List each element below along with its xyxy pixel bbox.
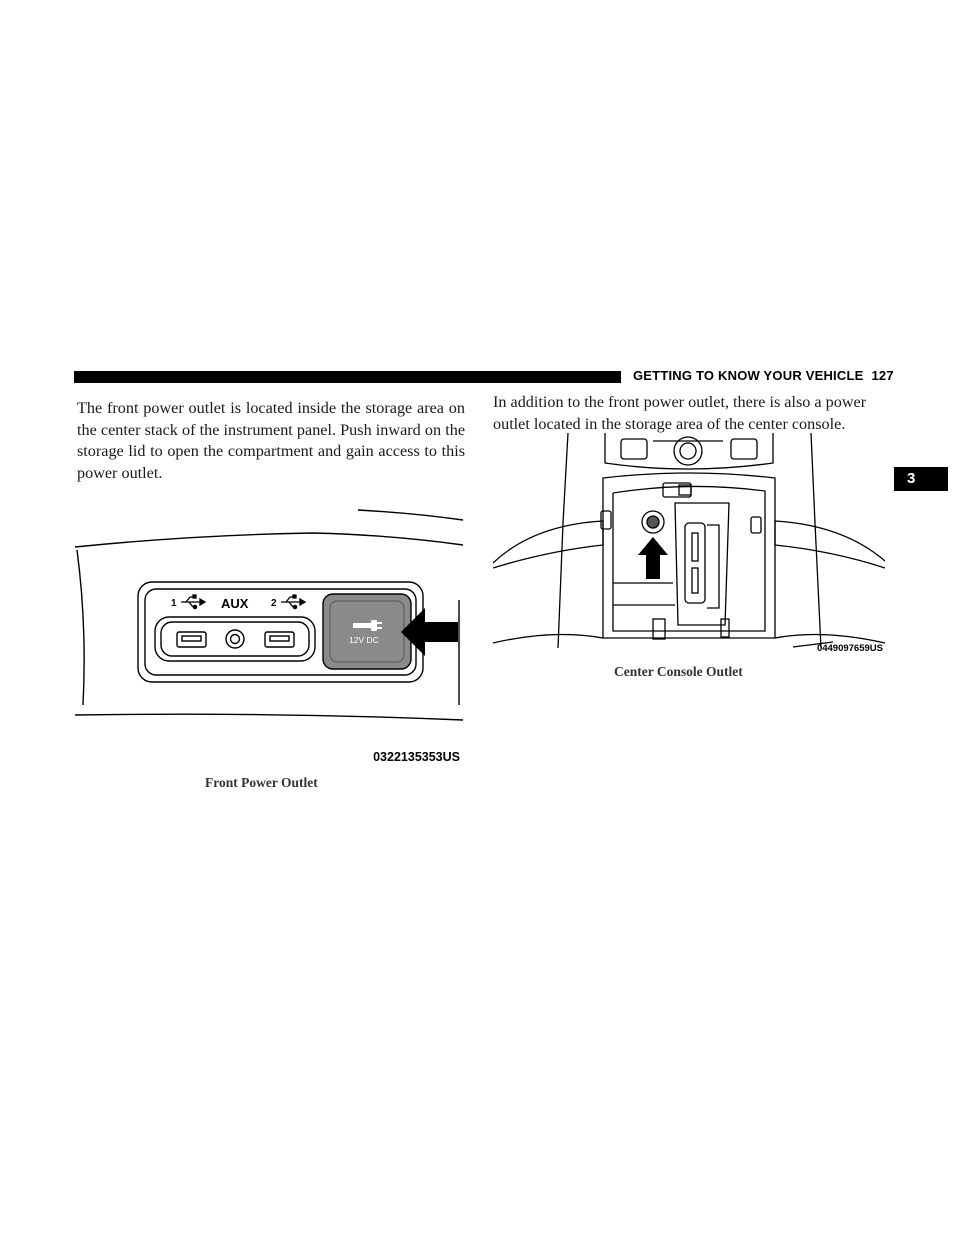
front-power-outlet-figure [73,505,468,767]
console-figure-code: 0449097659US [816,643,883,654]
center-console-illustration [493,433,885,655]
front-figure-caption: Front Power Outlet [205,775,318,790]
section-title: GETTING TO KNOW YOUR VEHICLE [633,368,864,383]
center-console-outlet-figure [493,433,885,655]
arrow-icon [638,537,668,579]
front-figure-code: 0322135353US [373,750,460,764]
running-header [633,366,894,386]
chapter-tab[interactable]: 3 [894,467,948,491]
dc-label: 12V DC [349,635,379,645]
usb-port-1-label: 1 [171,598,177,609]
front-outlet-paragraph: The front power outlet is located inside the storage area on the center stack of the instrument panel. Push inward on the storage lid to open the compartment and gain access to this power outlet. [77,399,465,482]
console-figure-caption: Center Console Outlet [614,664,743,679]
page-number: 127 [871,368,894,383]
front-power-outlet-illustration [73,505,468,767]
header-rule [74,371,621,383]
usb-port-2-label: 2 [271,598,277,609]
aux-label: AUX [221,596,249,611]
console-outlet-paragraph: In addition to the front power outlet, there is also a power outlet located in the storage area of the center console. [493,393,867,433]
